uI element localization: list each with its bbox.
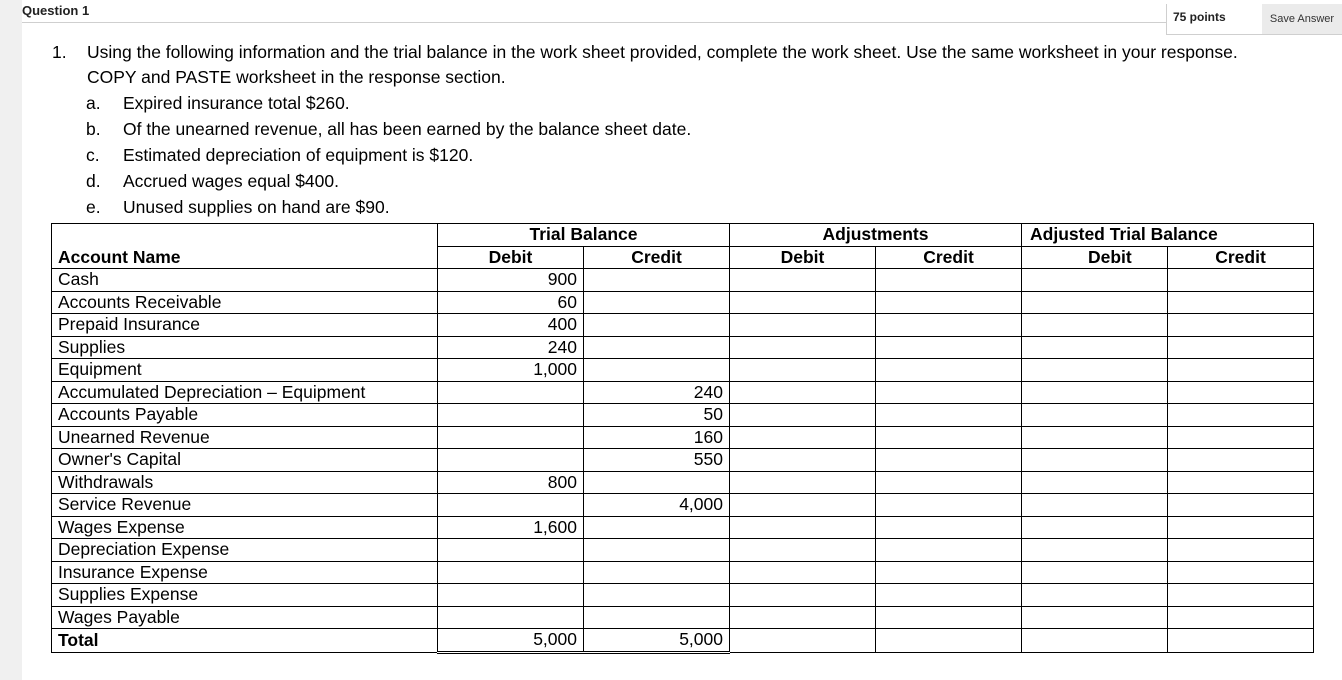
atb-credit-cell (1168, 539, 1314, 562)
tb-debit-cell: 900 (438, 269, 584, 292)
adj-credit-total-cell (876, 629, 1022, 653)
atb-credit-cell (1168, 494, 1314, 517)
adj-credit-cell (876, 606, 1022, 629)
tb-credit-cell (584, 291, 730, 314)
account-name-cell: Equipment (52, 359, 438, 382)
atb-credit-cell (1168, 404, 1314, 427)
account-name-cell: Cash (52, 269, 438, 292)
item-letter: a. (86, 93, 101, 113)
account-name-cell: Accounts Payable (52, 404, 438, 427)
atb-credit-cell (1168, 449, 1314, 472)
points-label: 75 points (1173, 10, 1226, 24)
tb-debit-cell (438, 426, 584, 449)
tb-debit-cell (438, 584, 584, 607)
account-name-cell: Service Revenue (52, 494, 438, 517)
item-text: Of the unearned revenue, all has been earned by the balance sheet date. (123, 119, 692, 139)
atb-debit-cell (1022, 426, 1168, 449)
item-letter: d. (86, 171, 101, 191)
tb-debit-header: Debit (438, 246, 584, 269)
tb-debit-cell (438, 606, 584, 629)
tb-credit-cell (584, 471, 730, 494)
save-answer-button[interactable]: Save Answer (1262, 4, 1342, 35)
worksheet-row (52, 449, 1314, 472)
tb-debit-cell (438, 539, 584, 562)
account-name-cell: Wages Payable (52, 606, 438, 629)
atb-debit-cell (1022, 269, 1168, 292)
tb-debit-cell: 60 (438, 291, 584, 314)
atb-credit-cell (1168, 314, 1314, 337)
atb-debit-cell (1022, 291, 1168, 314)
atb-debit-cell (1022, 539, 1168, 562)
adj-debit-cell (730, 359, 876, 382)
adj-debit-cell (730, 561, 876, 584)
adj-debit-cell (730, 584, 876, 607)
adj-credit-cell (876, 359, 1022, 382)
adj-debit-cell (730, 516, 876, 539)
left-margin-strip (0, 0, 22, 680)
atb-credit-cell (1168, 426, 1314, 449)
tb-debit-cell: 1,600 (438, 516, 584, 539)
tb-debit-cell (438, 381, 584, 404)
instruction-item (86, 117, 1282, 143)
account-name-cell: Depreciation Expense (52, 539, 438, 562)
atb-debit-cell (1022, 404, 1168, 427)
tb-debit-cell (438, 561, 584, 584)
atb-debit-cell (1022, 584, 1168, 607)
atb-credit-cell (1168, 584, 1314, 607)
worksheet-row (52, 291, 1314, 314)
total-label-cell: Total (52, 629, 438, 653)
tb-credit-cell (584, 561, 730, 584)
adj-debit-cell (730, 449, 876, 472)
instruction-item (86, 91, 1282, 117)
worksheet-row (52, 606, 1314, 629)
tb-credit-cell (584, 269, 730, 292)
atb-credit-cell (1168, 471, 1314, 494)
tb-debit-cell: 400 (438, 314, 584, 337)
adj-debit-cell (730, 404, 876, 427)
adj-debit-cell (730, 269, 876, 292)
worksheet-row (52, 314, 1314, 337)
instruction-item (86, 169, 1282, 195)
question-title: Question 1 (22, 3, 90, 18)
tb-debit-cell (438, 494, 584, 517)
tb-credit-cell: 50 (584, 404, 730, 427)
tb-credit-cell (584, 606, 730, 629)
adj-credit-cell (876, 269, 1022, 292)
atb-debit-cell (1022, 381, 1168, 404)
item-letter: b. (86, 119, 101, 139)
adj-credit-cell (876, 404, 1022, 427)
adj-debit-cell (730, 606, 876, 629)
atb-debit-cell (1022, 561, 1168, 584)
adj-credit-cell (876, 539, 1022, 562)
item-text: Expired insurance total $260. (123, 93, 350, 113)
atb-credit-cell (1168, 336, 1314, 359)
worksheet-row (52, 494, 1314, 517)
instruction-item (86, 143, 1282, 169)
atb-debit-cell (1022, 494, 1168, 517)
instruction-text: Using the following information and the trial balance in the work sheet provided, complete the work sheet. Use the same worksheet in your response. COPY and PASTE worksheet in the response section. (87, 42, 1238, 87)
tb-credit-cell (584, 539, 730, 562)
item-text: Estimated depreciation of equipment is $120. (123, 145, 474, 165)
tb-credit-cell (584, 516, 730, 539)
atb-debit-cell (1022, 359, 1168, 382)
worksheet-row (52, 539, 1314, 562)
atb-debit-cell (1022, 336, 1168, 359)
atb-credit-cell (1168, 606, 1314, 629)
item-letter: c. (86, 145, 100, 165)
tb-credit-cell (584, 359, 730, 382)
worksheet-row (52, 359, 1314, 382)
account-name-cell: Supplies (52, 336, 438, 359)
atb-credit-cell (1168, 359, 1314, 382)
worksheet-group-header-row (52, 224, 1314, 247)
worksheet-row (52, 516, 1314, 539)
instruction-number: 1. (52, 42, 67, 62)
adj-debit-cell (730, 314, 876, 337)
item-text: Accrued wages equal $400. (123, 171, 339, 191)
tb-credit-cell (584, 584, 730, 607)
adj-credit-cell (876, 426, 1022, 449)
tb-debit-cell: 240 (438, 336, 584, 359)
adj-debit-cell (730, 494, 876, 517)
tb-credit-cell (584, 314, 730, 337)
adj-credit-header: Credit (876, 246, 1022, 269)
tb-debit-cell (438, 449, 584, 472)
points-box (1166, 4, 1263, 35)
adj-credit-cell (876, 471, 1022, 494)
atb-debit-cell (1022, 449, 1168, 472)
atb-debit-cell (1022, 606, 1168, 629)
account-name-cell: Accounts Receivable (52, 291, 438, 314)
account-name-cell: Owner's Capital (52, 449, 438, 472)
atb-debit-cell (1022, 314, 1168, 337)
worksheet-row (52, 404, 1314, 427)
account-name-header: Account Name (52, 224, 438, 269)
question-instructions (52, 40, 1282, 221)
tb-credit-cell: 160 (584, 426, 730, 449)
account-name-cell: Supplies Expense (52, 584, 438, 607)
account-name-cell: Unearned Revenue (52, 426, 438, 449)
atb-credit-cell (1168, 291, 1314, 314)
account-name-cell: Wages Expense (52, 516, 438, 539)
account-name-cell: Insurance Expense (52, 561, 438, 584)
instruction-item (86, 195, 1282, 221)
tb-credit-cell: 240 (584, 381, 730, 404)
worksheet-row (52, 381, 1314, 404)
adj-credit-cell (876, 381, 1022, 404)
tb-credit-cell (584, 336, 730, 359)
adj-debit-cell (730, 426, 876, 449)
adj-debit-cell (730, 471, 876, 494)
tb-debit-total-cell: 5,000 (438, 629, 584, 653)
instruction-subitems (86, 91, 1282, 221)
worksheet-row (52, 336, 1314, 359)
adj-credit-cell (876, 314, 1022, 337)
atb-debit-cell (1022, 471, 1168, 494)
tb-credit-header: Credit (584, 246, 730, 269)
adj-credit-cell (876, 449, 1022, 472)
adj-credit-cell (876, 516, 1022, 539)
tb-credit-cell: 550 (584, 449, 730, 472)
question-header (22, 0, 1342, 23)
adj-debit-cell (730, 336, 876, 359)
adj-credit-cell (876, 494, 1022, 517)
adj-credit-cell (876, 561, 1022, 584)
tb-debit-cell: 800 (438, 471, 584, 494)
adj-debit-cell (730, 291, 876, 314)
atb-debit-total-cell (1022, 629, 1168, 653)
worksheet-table (51, 223, 1314, 654)
adj-credit-cell (876, 336, 1022, 359)
adj-credit-cell (876, 584, 1022, 607)
tb-credit-total-cell: 5,000 (584, 629, 730, 653)
tb-credit-cell: 4,000 (584, 494, 730, 517)
adj-credit-cell (876, 291, 1022, 314)
instruction-main (52, 40, 1282, 90)
worksheet-row (52, 471, 1314, 494)
adjustments-header: Adjustments (730, 224, 1022, 247)
account-name-cell: Prepaid Insurance (52, 314, 438, 337)
item-text: Unused supplies on hand are $90. (123, 197, 390, 217)
trial-balance-header: Trial Balance (438, 224, 730, 247)
worksheet-row (52, 426, 1314, 449)
worksheet-total-row (52, 629, 1314, 653)
atb-debit-header: Debit (1022, 246, 1168, 269)
account-name-cell: Withdrawals (52, 471, 438, 494)
atb-credit-total-cell (1168, 629, 1314, 653)
atb-credit-cell (1168, 516, 1314, 539)
adj-debit-cell (730, 381, 876, 404)
atb-credit-header: Credit (1168, 246, 1314, 269)
atb-credit-cell (1168, 381, 1314, 404)
worksheet-row (52, 584, 1314, 607)
tb-debit-cell: 1,000 (438, 359, 584, 382)
atb-credit-cell (1168, 561, 1314, 584)
tb-debit-cell (438, 404, 584, 427)
atb-credit-cell (1168, 269, 1314, 292)
worksheet-row (52, 561, 1314, 584)
atb-debit-cell (1022, 516, 1168, 539)
worksheet-row (52, 269, 1314, 292)
adj-debit-cell (730, 539, 876, 562)
adj-debit-header: Debit (730, 246, 876, 269)
account-name-cell: Accumulated Depreciation – Equipment (52, 381, 438, 404)
adj-debit-total-cell (730, 629, 876, 653)
item-letter: e. (86, 197, 101, 217)
adjusted-trial-balance-header: Adjusted Trial Balance (1022, 224, 1314, 247)
